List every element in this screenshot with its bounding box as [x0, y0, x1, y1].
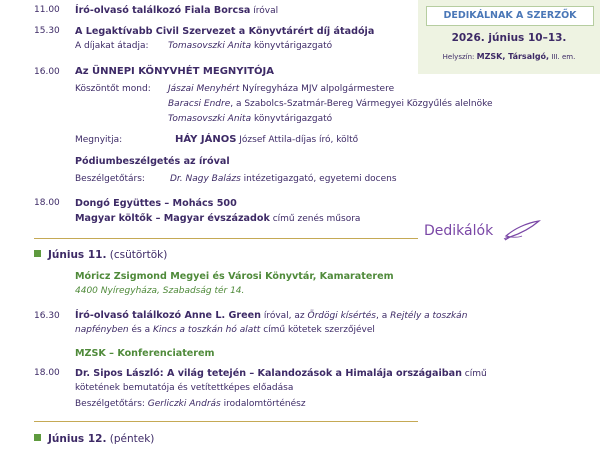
quill-pen-icon — [502, 219, 542, 241]
person-role: könyvtárigazgató — [251, 114, 333, 124]
signing-date: 2026. június 10–13. — [451, 32, 567, 44]
place-name: MZSK, Társalgó, — [476, 52, 550, 61]
text-part: , a — [375, 311, 391, 321]
event-title — [75, 368, 487, 380]
day-header — [34, 249, 167, 261]
event-title — [75, 310, 467, 322]
text-part: íróval, az — [260, 311, 308, 321]
person-name: Tomasovszki Anita — [168, 114, 252, 124]
greet-label: Köszöntőt mond: — [75, 84, 151, 94]
day-date: Június 12. — [48, 433, 107, 445]
person-name: Baracsi Endre — [168, 99, 231, 109]
book-title: Kincs a toszkán hó alatt — [152, 325, 261, 335]
event-title-rest: íróval — [250, 6, 279, 16]
person-role: intézetigazgató, egyetemi docens — [240, 174, 397, 184]
text-part: és a — [128, 325, 153, 335]
signing-place — [424, 52, 594, 61]
event-title-cont — [75, 325, 375, 336]
handover-person — [168, 41, 332, 52]
greet-person-3 — [168, 114, 332, 125]
opener-person — [175, 134, 358, 146]
event-time: 11.00 — [34, 5, 60, 15]
person-name: Tomasovszki Anita — [168, 41, 252, 51]
book-title: napfényben — [75, 325, 129, 335]
book-title: Ördögi kísértés — [307, 311, 376, 321]
day-header — [34, 433, 154, 445]
greet-person-1 — [168, 84, 394, 95]
person-name: Dr. Nagy Balázs — [170, 174, 241, 184]
event-time: 18.00 — [34, 198, 60, 208]
event-title — [75, 5, 278, 17]
person-name: Jászai Menyhért — [168, 84, 240, 94]
section-divider — [34, 421, 418, 422]
person-role: , a Szabolcs-Szatmár-Bereg Vármegyei Közgyűlés alelnöke — [230, 99, 493, 109]
event-title: Az ÜNNEPI KÖNYVHÉT MEGNYITÓJA — [75, 66, 275, 77]
venue-title: MZSK – Konferenciaterem — [75, 348, 215, 359]
day-date: Június 11. — [48, 249, 107, 261]
event-time: 18.00 — [34, 368, 60, 378]
event-time: 16.30 — [34, 311, 60, 321]
venue-title: Móricz Zsigmond Megyei és Városi Könyvtár, Kamaraterem — [75, 271, 394, 282]
talk-label: Beszélgetőtárs: — [75, 174, 145, 184]
event-subtitle-rest: című zenés műsora — [269, 214, 361, 224]
talk-person — [170, 174, 397, 185]
event-title-rest: című — [461, 369, 487, 379]
book-title: Rejtély a toszkán — [390, 311, 468, 321]
dedikalok-label: Dedikálók — [424, 223, 494, 239]
signing-info-box — [418, 0, 600, 74]
event-time: 15.30 — [34, 26, 60, 36]
bullet-square-icon — [34, 250, 41, 257]
person-name: HÁY JÁNOS — [175, 134, 237, 145]
talk-line — [75, 399, 306, 410]
event-subtitle-bold: Magyar költők – Magyar évszázadok — [75, 213, 270, 224]
event-title-bold: Író-olvasó találkozó Fiala Borcsa — [75, 5, 251, 16]
place-floor: III. em. — [551, 53, 576, 61]
signing-title: DEDIKÁLNAK A SZERZŐK — [426, 6, 594, 26]
handover-label: A díjakat átadja: — [75, 41, 149, 51]
venue-address: 4400 Nyíregyháza, Szabadság tér 14. — [75, 286, 245, 296]
place-label: Helyszín: — [442, 53, 475, 61]
person-name: Gerliczki András — [147, 399, 221, 409]
podium-title: Pódiumbeszélgetés az íróval — [75, 156, 230, 167]
greet-person-2 — [168, 99, 493, 110]
text-part: című kötetek szerzőjével — [260, 325, 375, 335]
event-title-bold: Dr. Sipos László: A világ tetején – Kalandozások a Himalája országaiban — [75, 368, 462, 379]
bullet-square-icon — [34, 434, 41, 441]
event-title-bold: Író-olvasó találkozó Anne L. Green — [75, 310, 261, 321]
event-title: A Legaktívabb Civil Szervezet a Könyvtárért díj átadója — [75, 26, 375, 37]
person-role: Nyíregyháza MJV alpolgármestere — [239, 84, 395, 94]
section-divider — [34, 238, 418, 239]
event-subtitle — [75, 213, 360, 225]
person-role: József Attila-díjas író, költő — [236, 135, 359, 145]
person-role: irodalomtörténész — [220, 399, 306, 409]
talk-label: Beszélgetőtárs: — [75, 399, 145, 409]
opener-label: Megnyitja: — [75, 135, 123, 145]
day-weekday: (csütörtök) — [106, 249, 168, 261]
event-description: kötetének bemutatója és vetítettképes előadása — [75, 383, 294, 393]
event-title: Dongó Együttes – Mohács 500 — [75, 198, 237, 209]
event-time: 16.00 — [34, 67, 60, 77]
day-weekday: (péntek) — [106, 433, 155, 445]
person-role: könyvtárigazgató — [251, 41, 333, 51]
